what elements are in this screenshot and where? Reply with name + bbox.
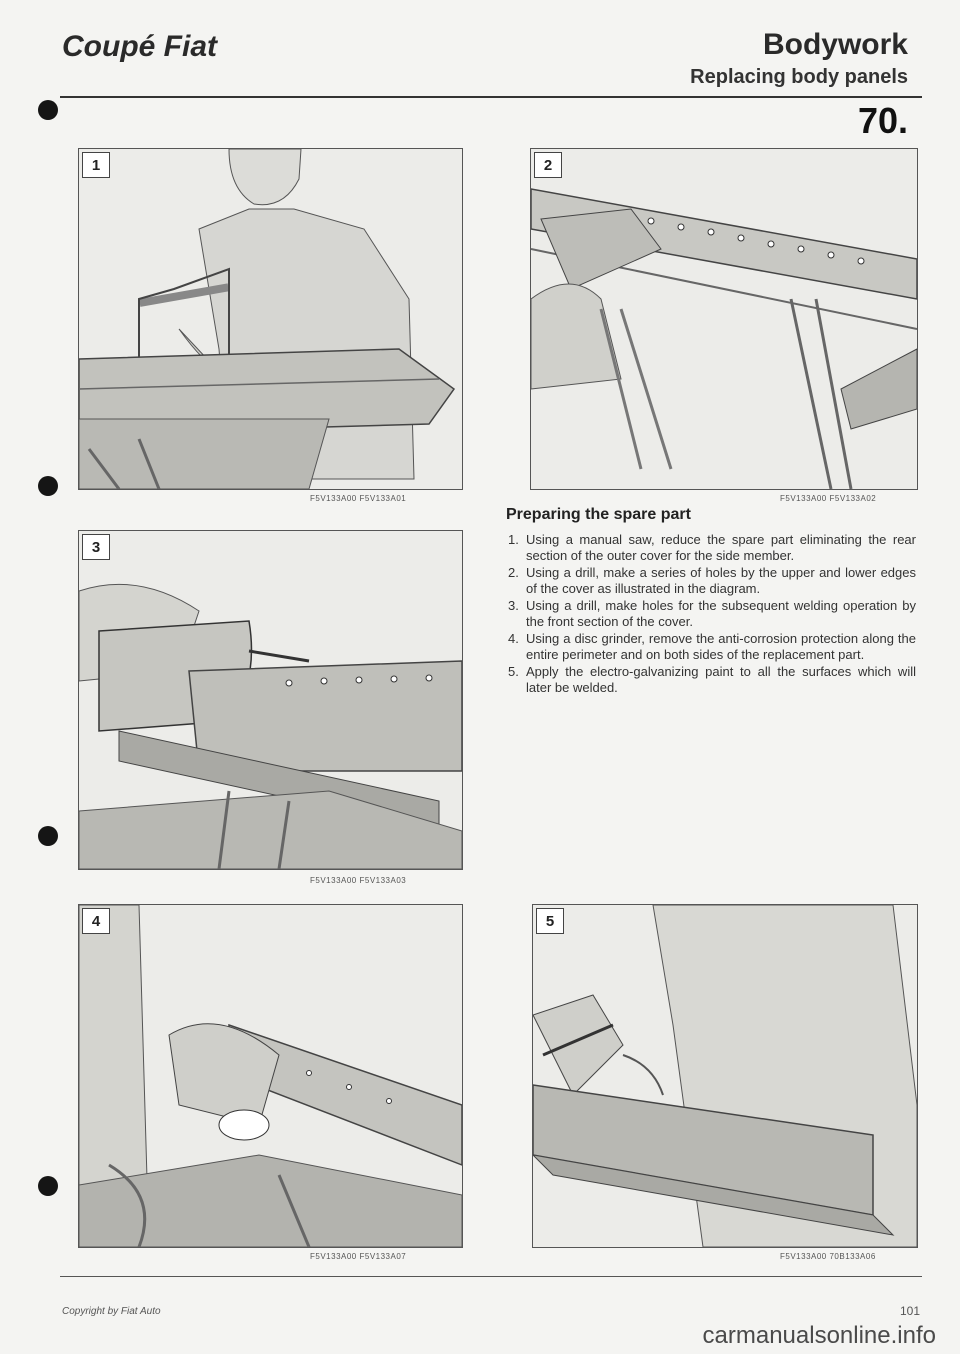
page-number: 101 [899,1304,920,1318]
copyright-text: Copyright by Fiat Auto [62,1306,161,1317]
header-rule [60,96,922,98]
figure-code: F5V133A00 F5V133A01 [310,494,407,503]
procedure-steps [506,532,916,697]
figure-number-label: 1 [82,152,110,178]
figure-code: F5V133A00 70B133A06 [780,1252,876,1261]
figure-code: F5V133A00 F5V133A07 [310,1252,407,1261]
figure-number-label: 4 [82,908,110,934]
figure-2-illustration [531,149,917,489]
procedure-step: 4. Using a disc grinder, remove the anti-corrosion protection along the entire perimeter and on both sides of the replacement part. [508,631,916,662]
figure-code: F5V133A00 F5V133A02 [780,494,877,503]
procedure-title: Preparing the spare part [506,506,691,523]
figure-4 [78,904,463,1248]
subsection-title: Replacing body panels [690,66,908,88]
procedure-step: 2. Using a drill, make a series of holes by the upper and lower edges of the cover as illustrated in the diagram. [508,565,916,596]
figure-number-label: 2 [534,152,562,178]
footer-rule [60,1276,922,1277]
binder-hole [38,476,58,496]
figure-5 [532,904,918,1248]
page-section-number: 70. [857,100,908,141]
manual-title: Coupé Fiat [62,30,217,63]
figure-4-illustration [79,905,462,1247]
binder-hole [38,100,58,120]
figure-3-illustration [79,531,462,869]
figure-2 [530,148,918,490]
watermark: carmanualsonline.info [702,1322,936,1349]
figure-1-illustration [79,149,462,489]
procedure-step: 1. Using a manual saw, reduce the spare part eliminating the rear section of the outer cover for the side member. [508,532,916,563]
binder-hole [38,1176,58,1196]
binder-hole [38,826,58,846]
figure-number-label: 3 [82,534,110,560]
section-title: Bodywork [762,28,908,61]
procedure-step: 3. Using a drill, make holes for the subsequent welding operation by the front section of the cover. [508,598,916,629]
procedure-step: 5. Apply the electro-galvanizing paint to all the surfaces which will later be welded. [508,664,916,695]
figure-code: F5V133A00 F5V133A03 [310,876,407,885]
figure-number-label: 5 [536,908,564,934]
figure-1 [78,148,463,490]
figure-5-illustration [533,905,917,1247]
figure-3 [78,530,463,870]
